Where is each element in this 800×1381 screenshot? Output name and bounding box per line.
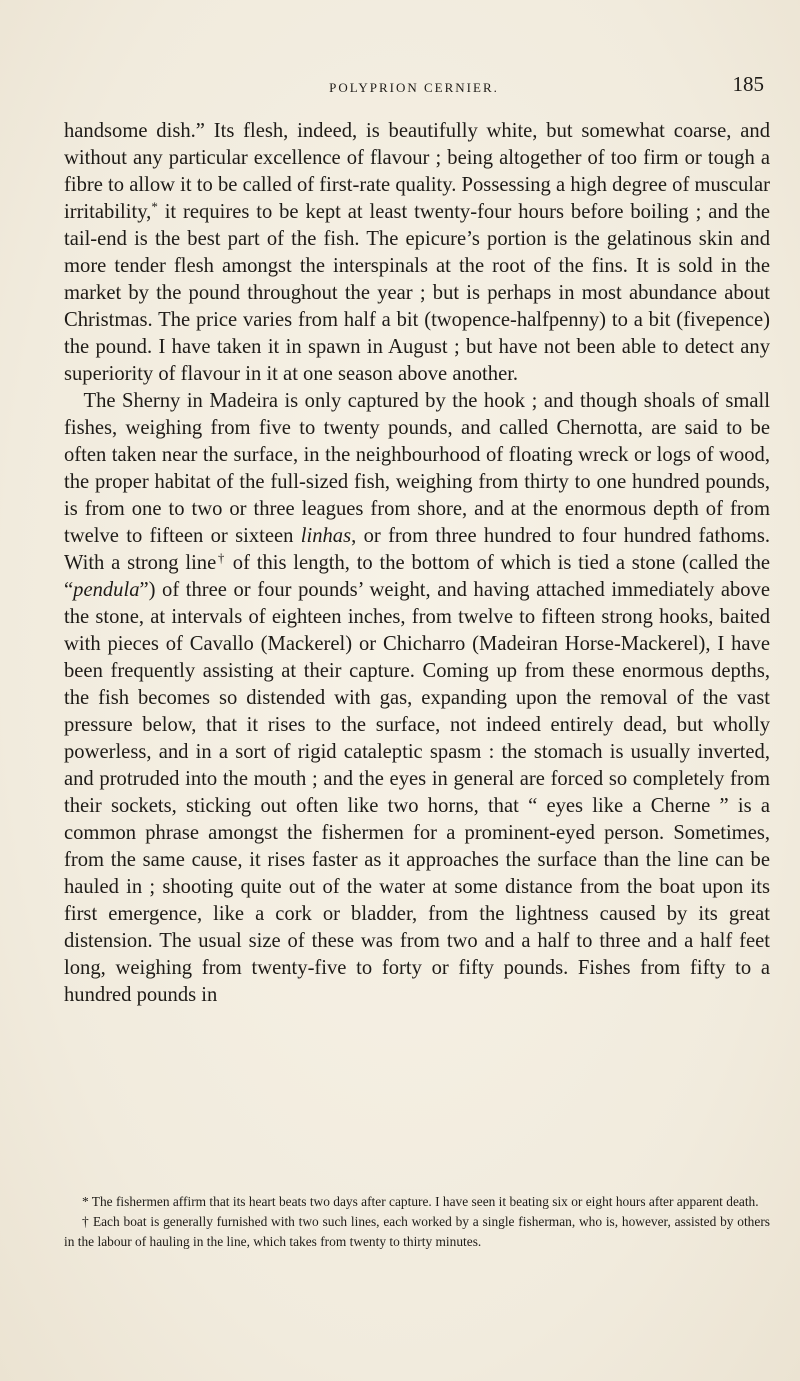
term-linhas: linhas [300,525,352,547]
term-pendula: pendula [73,579,140,601]
running-head: POLYPRION CERNIER. [329,80,499,95]
footnote-2: † Each boat is generally furnished with two such lines, each worked by a single fisherman, who is, however, assisted by others in the labour of hauling in the line, which takes from twenty to thirty minutes. [64,1214,770,1249]
page-header [64,72,764,102]
footnote-1: * The fishermen affirm that its heart beats two days after capture. I have seen it beating six or eight hours after apparent death. [82,1194,759,1209]
paragraph-2 [64,388,770,1009]
paragraph-1 [64,118,770,388]
p2-text-d: ”) of three or four pounds’ weight, and having attached immediately above the stone, at intervals of eighteen inches, from twelve to fifteen strong hooks, baited with pieces of Cavallo (Mackerel) or Chicharro (Madeiran Horse-Mackerel), I have been frequently assisting at their capture. Coming up from these enormous depths, the fish becomes so distended with gas, expanding upon the removal of the vast pressure below, that it rises to the surface, not indeed entirely dead, but wholly powerless, and in a sort of rigid cataleptic spasm : the stomach is usually inverted, and protruded into the mouth ; and the eyes in general are forced so completely from their sockets, sticking out often like two horns, that “ eyes like a Cherne ” is a common phrase amongst the fishermen for a prominent-eyed person. Sometimes, from the same cause, it rises faster as it approaches the surface than the line can be hauled in ; shooting quite out of the water at some distance from the boat upon its first emergence, like a cork or bladder, from the lightness caused by its great distension. The usual size of these was from two and a half to three and a half feet long, weighing from twenty-five to forty or fifty pounds. Fishes from fifty to a hundred pounds in [64,579,770,1006]
footnote-ref-dagger: † [216,550,227,565]
p2-text-b: , or from three hundred to four hundred fathoms. With a strong line [64,525,770,574]
footnote-ref-asterisk: * [151,199,158,214]
p1-text-b: it requires to be kept at least twenty-four hours before boiling ; and the tail-end is the best part of the fish. The epicure’s portion is the gelatinous skin and more tender flesh amongst the interspinals at the root of the fins. It is sold in the market by the pound throughout the year ; but is perhaps in most abundance about Christmas. The price varies from half a bit (twopence-halfpenny) to a bit (fivepence) the pound. I have taken it in spawn in August ; but have not been able to detect any superiority of flavour in it at one season above another. [64,201,770,385]
page-number: 185 [732,72,764,96]
footnotes [64,1192,770,1252]
p2-text-c: of this length, to the bottom of which is tied a stone (called the “ [64,552,771,601]
body-text [64,118,770,1009]
p2-text-a: The Sherny in Madeira is only captured by the hook ; and though shoals of small fishes, weighing from five to twenty pounds, and called Chernotta, are said to be often taken near the surface, in the neighbourhood of floating wreck or logs of wood, the proper habitat of the full-sized fish, weighing from thirty to one hundred pounds, is from one to two or three leagues from shore, and at the enormous depth of from twelve to fifteen or sixteen [64,390,770,547]
p1-text-a: handsome dish.” Its flesh, indeed, is beautifully white, but somewhat coarse, and without any particular excellence of flavour ; being altogether of too firm or tough a fibre to allow it to be called of first-rate quality. Possessing a high degree of muscular irritability, [64,120,770,223]
